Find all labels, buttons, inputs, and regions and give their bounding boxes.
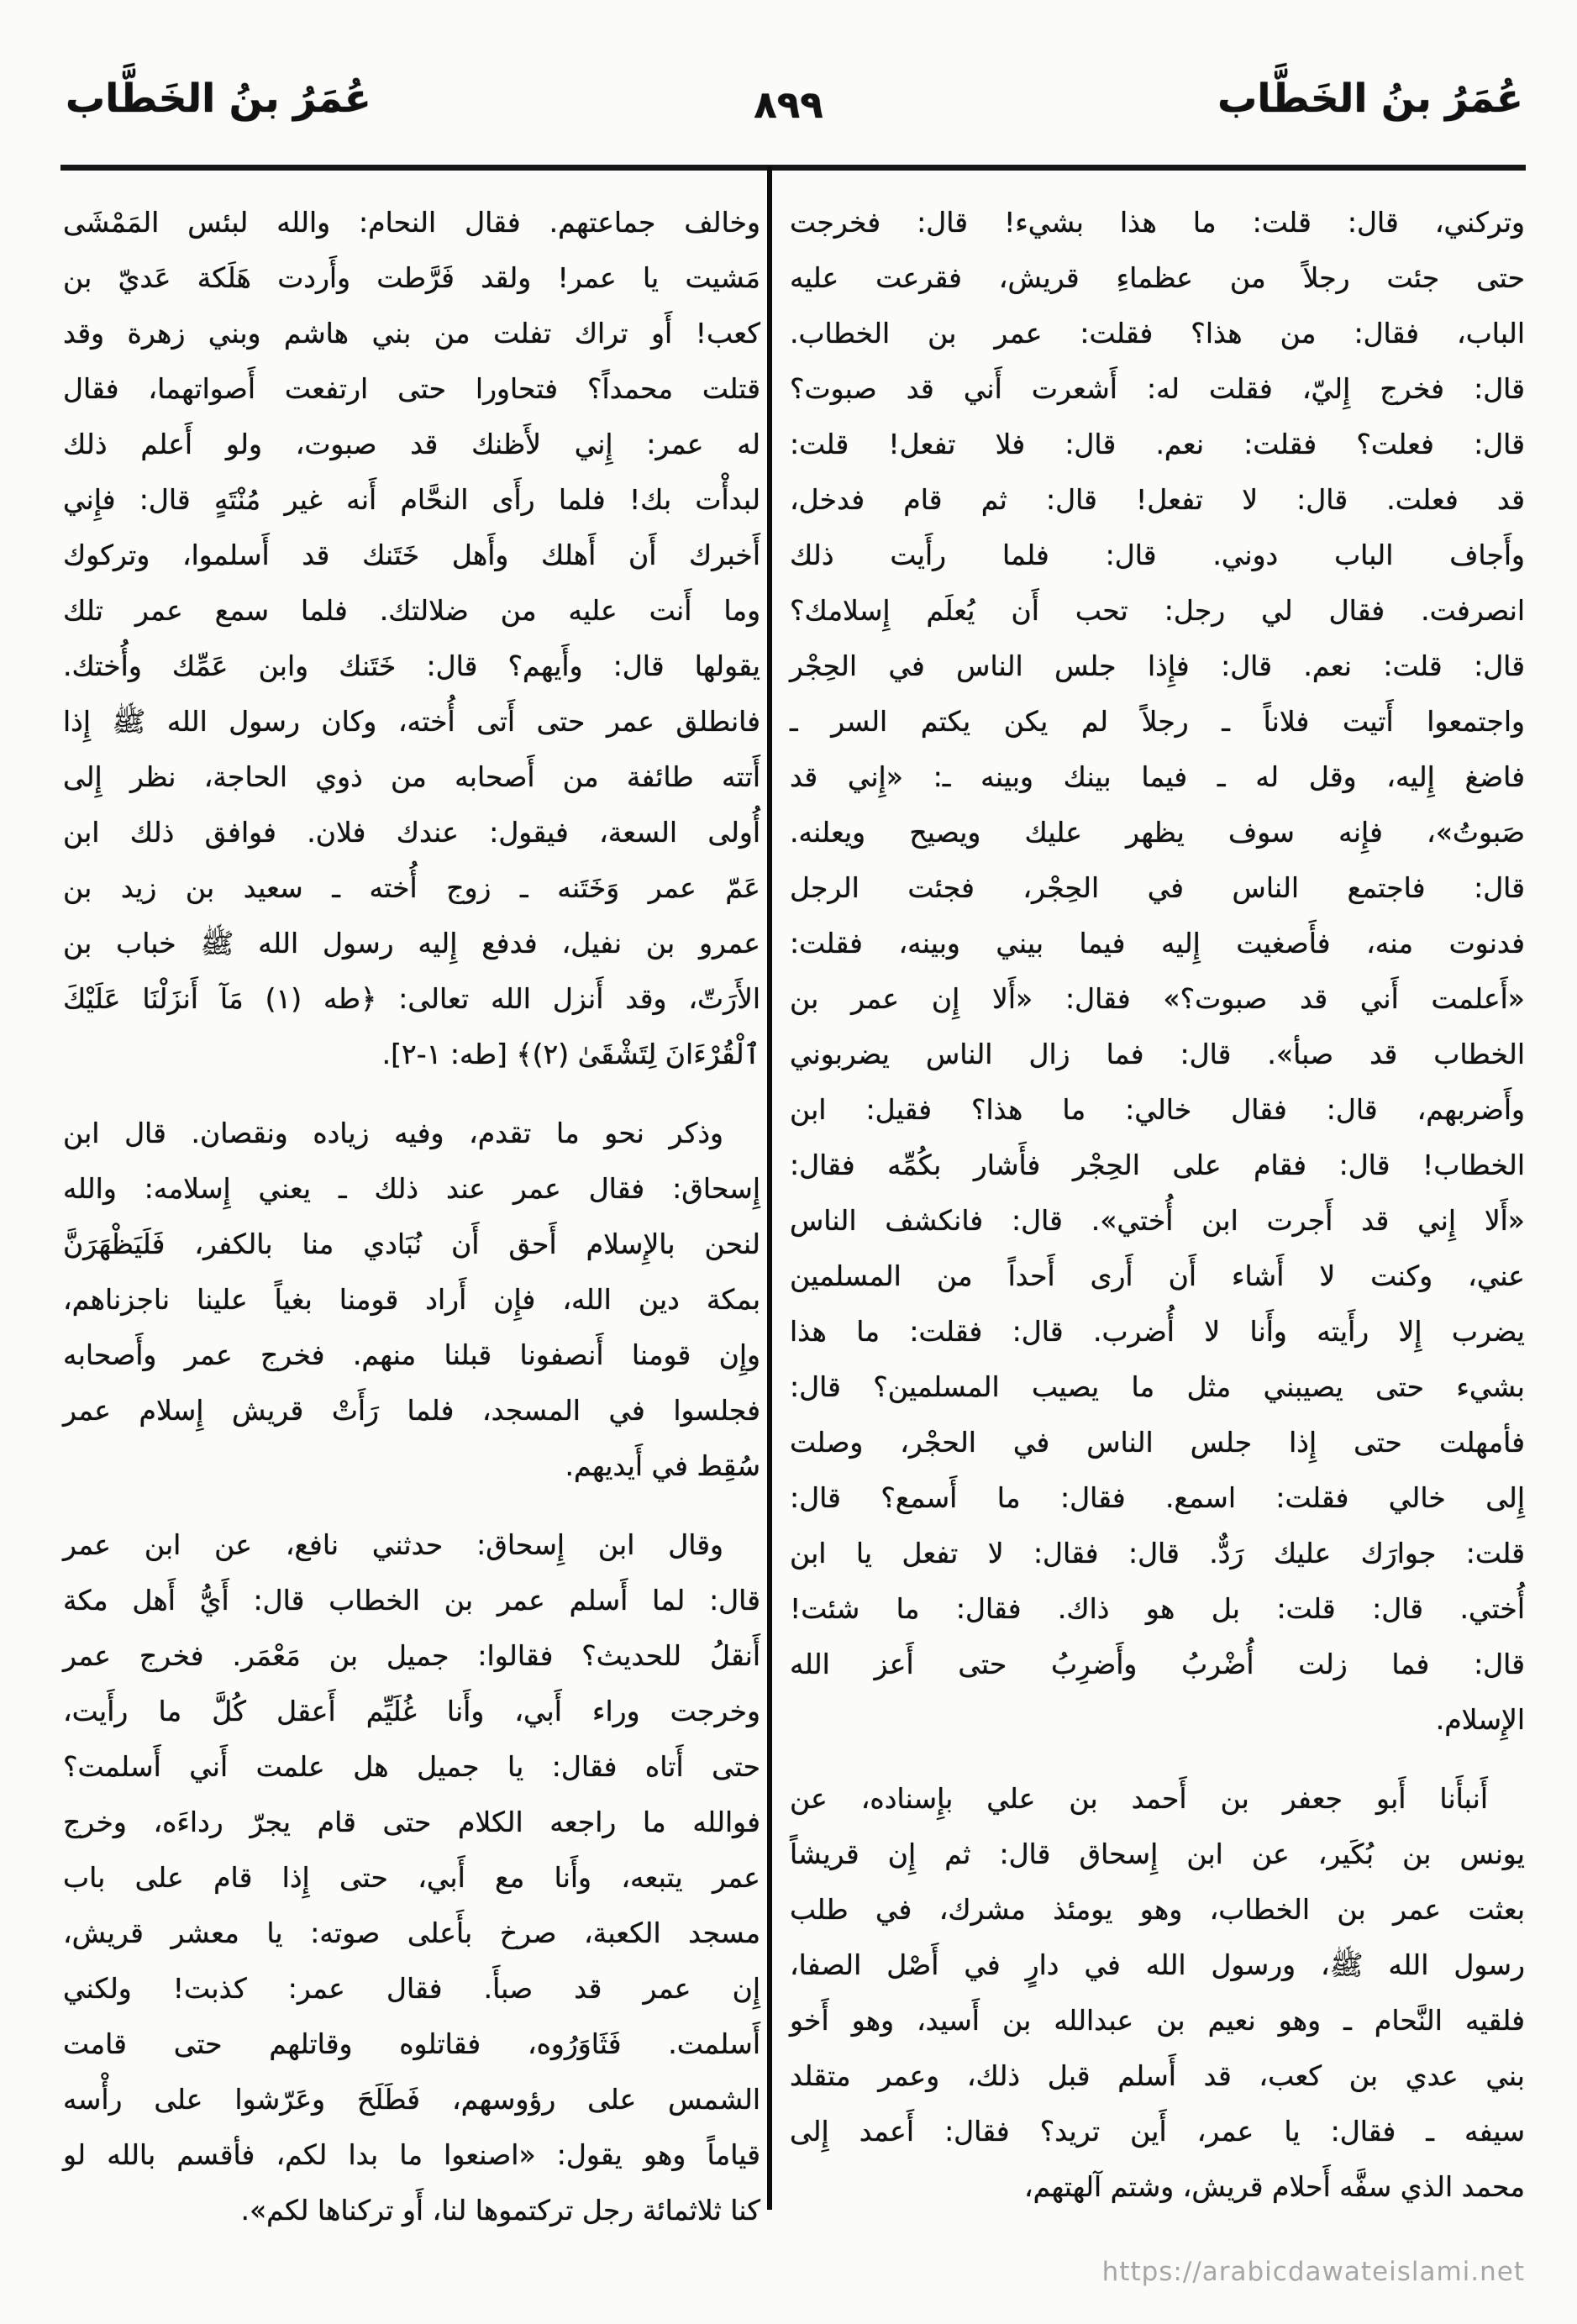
text-line: «أَعلمت أَني قد صبوت؟» فقال: «أَلا إِن عمر بن [790,982,1525,1015]
column-divider [767,166,772,2210]
text-line: أَنقلُ للحديث؟ فقالوا: جميل بن مَعْمَر. فخرج عمر [63,1639,760,1672]
text-line: صَبوتُ»، فإِنه سوف يظهر عليك ويصيح ويعلنه. [790,816,1525,849]
text-line: أَسلمت. فَثَاوَرُوه، فقاتلوه وقاتلهم حتى قامت [63,2027,760,2060]
text-line: فانطلق عمر حتى أَتى أُخته، وكان رسول الله ﷺ إِذا [63,705,760,738]
text-line: بشيء حتى يصيبني مثل ما يصيب المسلمين؟ قال: [790,1370,1525,1403]
page-number: ٨٩٩ [754,82,823,127]
paragraph [63,1106,760,1494]
text-line: يونس بن بُكَير، عن ابن إِسحاق قال: ثم إِن قريشاً [790,1838,1525,1870]
text-line: الخطاب! قال: فقام على الحِجْر فأَشار بكُمِّه فقال: [790,1149,1525,1181]
text-line: الأَرَتّ، وقد أَنزل الله تعالى: ﴿طه (١) مَآ أَنزَلْنَا عَلَيْكَ [63,982,760,1015]
text-line: بمكة دين الله، فإِن أَراد قومنا بغياً علينا ناجزناهم، [63,1283,760,1316]
text-line: وقال ابن إِسحاق: حدثني نافع، عن ابن عمر [63,1528,723,1561]
text-line: يضرب إِلا رأَيته وأَنا لا أُضرب. قال: فقلت: ما هذا [790,1315,1525,1348]
text-line: مَشيت يا عمر! ولقد فَرَّطت وأَردت هَلَكة عَديّ بن [63,261,760,294]
text-line: «أَلا إِني قد أَجرت ابن أُختي». قال: فانكشف الناس [790,1204,1525,1237]
watermark-url: https://arabicdawateislami.net [1101,2257,1525,2287]
text-line: وتركني، قال: قلت: ما هذا بشيء! قال: فخرجت [790,206,1525,239]
text-line: أُولى السعة، فيقول: عندك فلان. فوافق ذلك ابن [63,816,760,849]
text-line: عمر يتبعه، وأَنا مع أَبي، حتى إِذا قام على باب [63,1861,760,1894]
text-line: قتلت محمداً؟ فتحاورا حتى ارتفعت أَصواتهما، فقال [63,372,760,405]
text-line: فلقيه النَّحام ـ وهو نعيم بن عبدالله بن أَسيد، وهو أَخو [790,2004,1525,2037]
text-line: عَمّ عمر وَخَتَنه ـ زوج أُخته ـ سعيد بن زيد بن [63,871,760,904]
text-line: وخالف جماعتهم. فقال النحام: والله لبئس المَمْشَى [63,206,760,239]
text-line: واجتمعوا أَتيت فلاناً ـ رجلاً لم يكن يكتم السر ـ [790,705,1525,738]
text-line: إِلى خالي فقلت: اسمع. فقال: ما أَسمع؟ قال: [790,1481,1525,1514]
text-line: فدنوت منه، فأَصغيت إِليه فيما بيني وبينه، فقلت: [790,927,1525,960]
column-left [63,195,760,2238]
text-line: عمرو بن نفيل، فدفع إِليه رسول الله ﷺ خباب بن [63,927,760,960]
text-line: قلت: جوارَك عليك رَدٌّ. قال: فقال: لا تفعل يا ابن [790,1537,1525,1569]
paragraph [790,195,1525,1748]
text-line: وذكر نحو ما تقدم، وفيه زياده ونقصان. قال ابن [63,1117,723,1149]
text-line: فوالله ما راجعه الكلام حتى قام يجرّ رداءَه، وخرج [63,1806,760,1838]
text-line: وأَضربهم، قال: فقال خالي: ما هذا؟ فقيل: ابن [790,1093,1525,1126]
text-line: وخرجت وراء أَبي، وأَنا غُلَيِّم أَعقل كُلَّ ما رأَيت، [63,1695,760,1727]
text-line: قياماً وهو يقول: «اصنعوا ما بدا لكم، فأقسم بالله لو [63,2138,760,2171]
text-line: وإِن قومنا أَنصفونا قبلنا منهم. فخرج عمر وأَصحابه [63,1338,760,1371]
text-line: مسجد الكعبة، صرخ بأَعلى صوته: يا معشر قريش، [63,1917,760,1949]
running-head-left: عُمَرُ بنُ الخَطَّاب [66,76,371,122]
text-line: محمد الذي سفَّه أَحلام قريش، وشتم آلهتهم، [1023,2170,1525,2203]
text-line: أَتته طائفة من أَصحابه من ذوي الحاجة، نظر إِلى [63,760,760,793]
text-line: إِسحاق: فقال عمر عند ذلك ـ يعني إِسلامه: والله [63,1172,760,1205]
running-head-right: عُمَرُ بنُ الخَطَّاب [1217,76,1523,122]
paragraph [63,1517,760,2238]
text-line: الخطاب قد صبأ». قال: فما زال الناس يضربوني [790,1038,1525,1070]
text-line: قال: فما زلت أُضْربُ وأَضرِبُ حتى أَعز الله [790,1648,1525,1680]
text-line: لبدأْت بك! فلما رأَى النحَّام أَنه غير مُنْتَهٍ قال: فإِني [63,483,760,516]
text-line: فجلسوا في المسجد، فلما رَأَتْ قريش إِسلام عمر [63,1394,760,1427]
text-line: عني، وكنت لا أَشاء أَن أَرى أَحداً من المسلمين [790,1259,1525,1292]
text-line: يقولها قال: وأَيهم؟ قال: خَتَنك وابن عَمِّك وأُختك. [63,649,760,682]
paragraph [790,1771,1525,2215]
text-line: قال: فعلت؟ فقلت: نعم. قال: فلا تفعل! قلت: [790,428,1525,460]
text-line: وما أَنت عليه من ضلالتك. فلما سمع عمر تلك [63,594,760,627]
text-line: وأَجاف الباب دوني. قال: فلما رأَيت ذلك [790,539,1525,571]
text-line: انصرفت. فقال لي رجل: تحب أَن يُعلَم إِسلامك؟ [790,594,1525,627]
text-line: بعثت عمر بن الخطاب، وهو يومئذ مشرك، في طلب [790,1893,1525,1926]
text-line: أَنبأَنا أَبو جعفر بن أَحمد بن علي بإِسناده، عن [790,1782,1488,1815]
text-line: له عمر: إِني لأَظنك قد صبوت، ولو أَعلم ذلك [63,428,760,460]
text-line: بني عدي بن كعب، قد أَسلم قبل ذلك، وعمر متقلد [790,2059,1525,2092]
text-line: إِن عمر قد صبأَ. فقال عمر: كذبت! ولكني [63,1972,760,2005]
text-line: أَخبرك أَن أَهلك وأَهل خَتَنك قد أَسلموا، وتركوك [63,539,760,571]
text-line: رسول الله ﷺ، ورسول الله في دارٍ في أَصْل الصفا، [790,1948,1525,1981]
text-line: سيفه ـ فقال: يا عمر، أَين تريد؟ فقال: أَعمد إِلى [790,2115,1525,2148]
text-line: حتى جئت رجلاً من عظماءِ قريش، فقرعت عليه [790,261,1525,294]
text-line: لنحن بالإِسلام أَحق أَن نُبَادي منا بالكفر، فَلَيَظْهَرَنَّ [63,1228,760,1260]
text-line: قال: لما أَسلم عمر بن الخطاب قال: أَيُّ أَهل مكة [63,1584,760,1617]
text-line: قال: فاجتمع الناس في الحِجْر، فجئت الرجل [790,871,1525,904]
text-line: سُقِط في أَيديهم. [565,1449,760,1482]
text-line: الباب، فقال: من هذا؟ فقلت: عمر بن الخطاب. [790,317,1525,350]
text-line: قال: فخرج إِليّ، فقلت له: أَشعرت أَني قد صبوت؟ [790,372,1525,405]
text-line: قال: قلت: نعم. قال: فإِذا جلس الناس في الحِجْر [790,649,1525,682]
paragraph [63,195,760,1082]
text-line: ٱلْقُرْءَانَ لِتَشْقَىٰ (٢)﴾ [طه: ١-٢]. [381,1038,760,1070]
column-right [790,195,1525,2215]
text-line: الإِسلام. [1435,1703,1525,1736]
text-line: فأمهلت حتى إِذا جلس الناس في الحجْر، وصلت [790,1426,1525,1459]
text-line: الشمس على رؤوسهم، فَطَلَحَ وعَرّشوا على رأْسه [63,2083,760,2116]
text-line: كنا ثلاثمائة رجل تركتموها لنا، أَو تركناها لكم». [240,2194,760,2227]
text-line: كعب! أَو تراك تفلت من بني هاشم وبني زهرة وقد [63,317,760,350]
text-line: أُختي. قال: قلت: بل هو ذاك. فقال: ما شئت! [790,1592,1525,1625]
text-line: حتى أَتاه فقال: يا جميل هل علمت أَني أَسلمت؟ [63,1750,760,1783]
text-line: فاضغ إِليه، وقل له ـ فيما بينك وبينه ـ: «إِني قد [790,760,1525,793]
header-rule [60,165,1526,171]
text-line: قد فعلت. قال: لا تفعل! قال: ثم قام فدخل، [790,483,1525,516]
